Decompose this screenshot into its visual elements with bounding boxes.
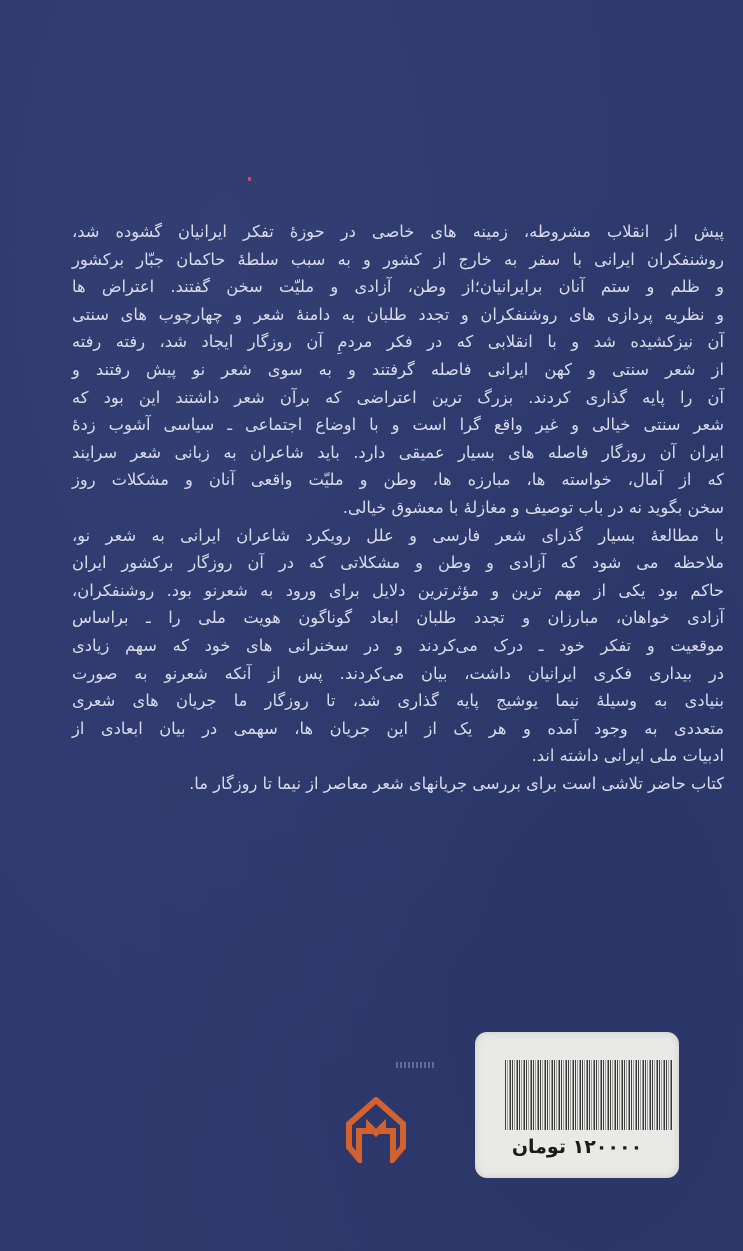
blurb-line: کتاب حاضر تلاشی است برای بررسی جریانهای شعر معاصر از نیما تا روزگار ما.	[189, 773, 724, 793]
blurb-line: پیش از انقلاب مشروطه، زمینه های خاصی در حوزهٔ تفکر ایرانیان گشوده شد،	[72, 222, 724, 241]
blurb-line: ادبیات ملی ایرانی داشته اند.	[531, 746, 724, 766]
blurb-line: از شعر سنتی و کهن ایرانی فاصله گرفتند و به سوی شعر نو پیش رفتند و	[72, 359, 724, 379]
blurb-line: آن نیزکشیده شد و با انقلابی که در فکر مردمِ آن روزگار ایجاد شد، رفته رفته	[72, 332, 724, 352]
blurb-line: آن را پایه گذاری کردند. بزرگ ترین اعتراضی که برآن شعر داشتند این بود که	[72, 387, 724, 407]
blurb-line: در بیداری فکری ایرانیان داشت، بیان می‌کردند. پس از آنکه شعرنو به صورت	[72, 663, 724, 683]
house-book-logo-icon	[343, 1097, 409, 1163]
blurb-line: متعددی به وجود آمده و هر یک از این جریان ها، سهمی در بیان ابعادی از	[72, 718, 724, 738]
back-cover-blurb	[72, 218, 724, 797]
blurb-line: و نظریه پردازی های روشنفکران و تجدد طلبان به دامنهٔ شعر و چهارچوب های سنتی	[72, 304, 724, 324]
blurb-line: ملاحظه می شود که آزادی و وطن و مشکلاتی که در آن روزگار برکشور ایران	[72, 553, 724, 573]
blurb-line: حاکم بود یکی از مهم ترین و مؤثرترین دلایل برای ورود به شعرنو بود. روشنفکران،	[72, 580, 724, 600]
barcode-icon	[505, 1060, 673, 1130]
blurb-line: موقعیت و تفکر خود ـ درک می‌کردند و در سخنرانی های خود که سهم زیادی	[72, 635, 724, 655]
blurb-line: بنیادی به وسیلهٔ نیما یوشیج پایه گذاری شد، تا روزگار ما جریان های شعری	[72, 691, 724, 711]
blurb-line: سخن بگوید نه در باب توصیف و مغازلهٔ با معشوق خیالی.	[342, 497, 724, 517]
blurb-line: با مطالعهٔ بسیار گذرای شعر فارسی و علل رویکرد شاعران ایرانی به شعر نو،	[72, 525, 724, 545]
blurb-line: روشنفکران ایرانی با سفر به خارج از کشور و به سبب سلطهٔ حاکمان جبّار برکشور	[72, 249, 724, 269]
blurb-line: و ظلم و ستم آنان برایرانیان؛از وطن، آزادی و ملیّت سخن گفتند. اعتراض ها	[72, 277, 724, 297]
blurb-line: شعر سنتی خیالی و غیر واقع گرا است و با اوضاع اجتماعی ـ سیاسی آشوب زدهٔ	[72, 415, 724, 435]
faded-stamp	[396, 1062, 434, 1068]
print-speck	[248, 177, 251, 181]
price-label: ۱۲۰۰۰۰ تومان	[511, 1136, 643, 1158]
blurb-line: آزادی خواهان، مبارزان و تجدد طلبان ابعاد گوناگون هویت ملی را ـ براساس	[72, 608, 724, 628]
price-sticker	[475, 1032, 679, 1178]
blurb-line: که از آمال، خواسته ها، مبارزه ها، وطن و ملیّت واقعی آنان و مشکلات روز	[72, 470, 724, 490]
blurb-line: ایران آن روزگار فاصله های بسیار عمیقی دارد. باید شاعران به زبانی شعر سرایند	[72, 442, 724, 462]
